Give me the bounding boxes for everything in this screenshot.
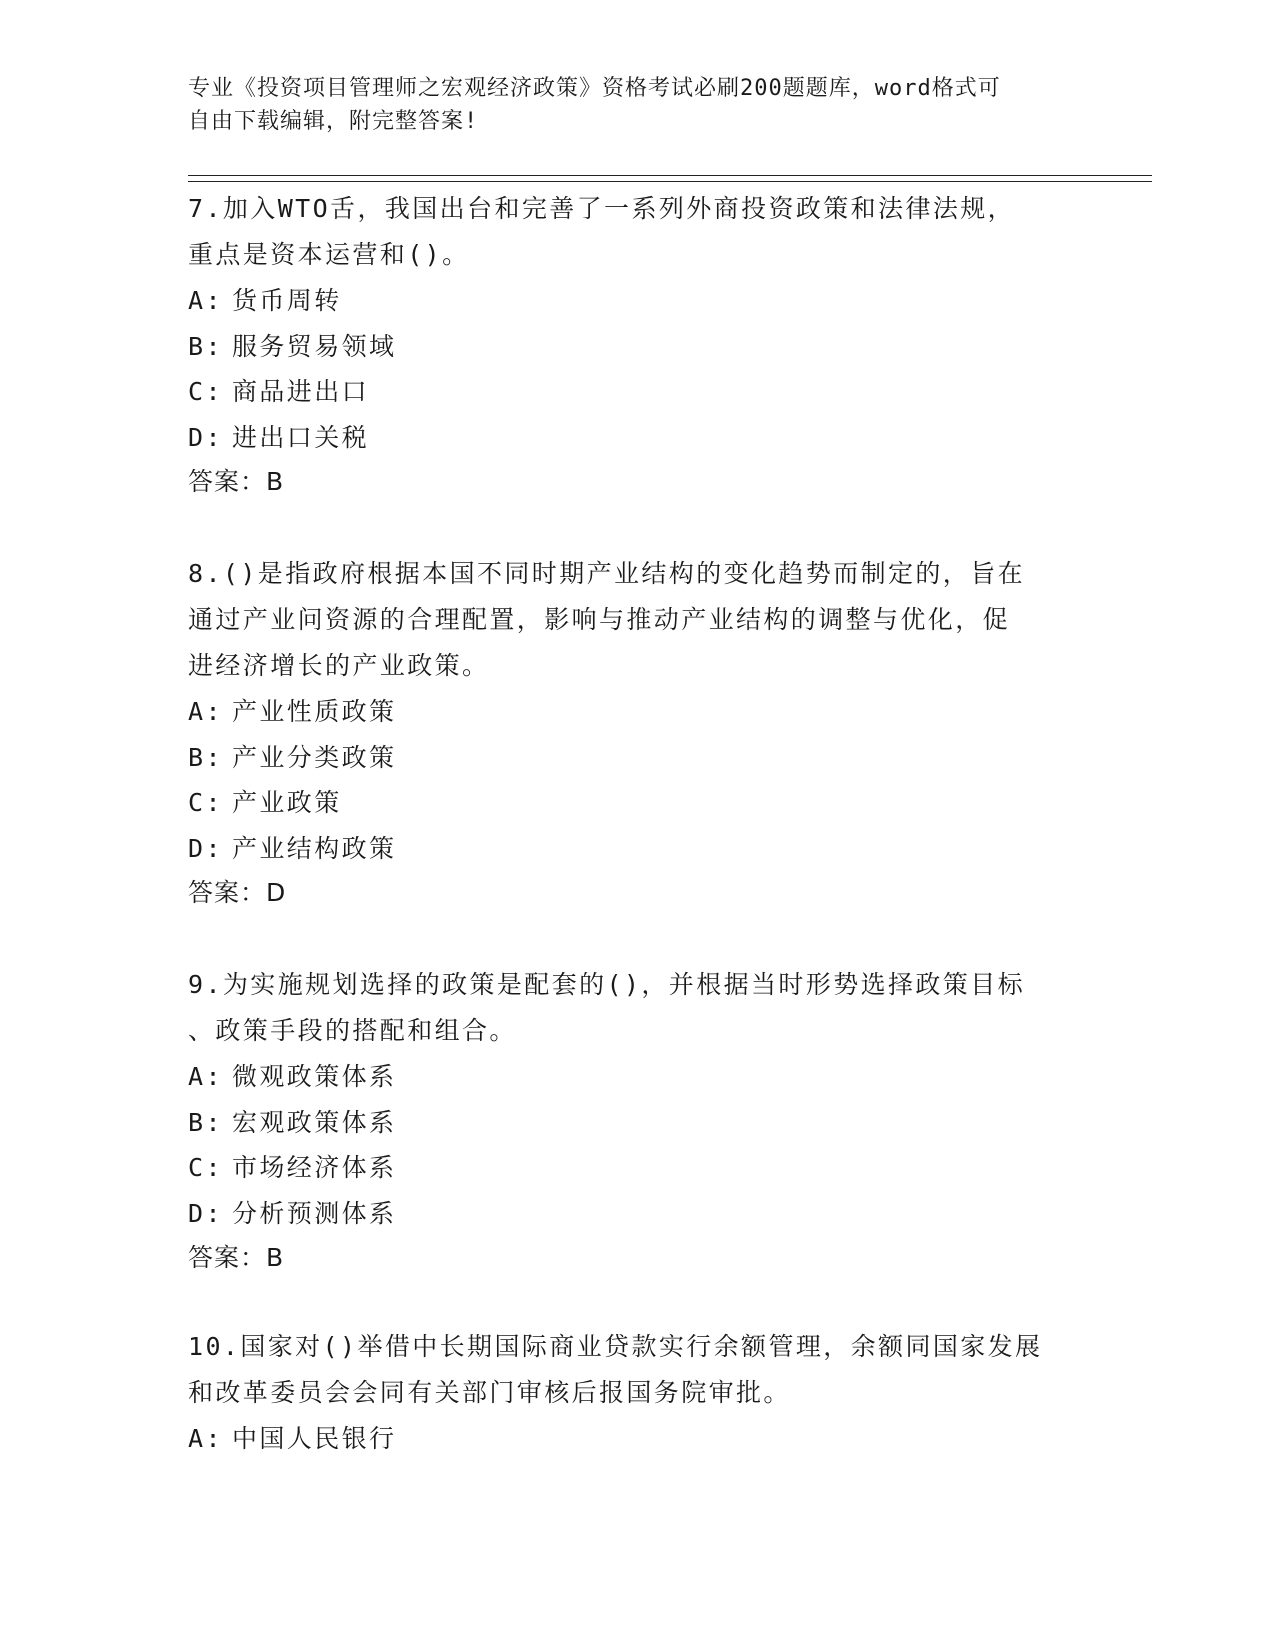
- question-8: [188, 551, 1088, 915]
- question-stem-line: 10.国家对()举借中长期国际商业贷款实行余额管理，余额同国家发展: [188, 1332, 1043, 1361]
- answer-line: 答案：B: [188, 1243, 285, 1272]
- answer-line: 答案：D: [188, 878, 287, 907]
- option-text: 分析预测体系: [232, 1198, 397, 1228]
- option-letter: B:: [188, 742, 223, 772]
- option-a: [188, 689, 1088, 735]
- question-stem-line: 9.为实施规划选择的政策是配套的()，并根据当时形势选择政策目标: [188, 970, 1026, 999]
- option-letter: A:: [188, 1424, 223, 1453]
- option-letter: D:: [188, 1198, 223, 1228]
- question-7: [188, 186, 1088, 504]
- option-letter: B:: [188, 1107, 223, 1137]
- question-stem-line: 进经济增长的产业政策。: [188, 651, 490, 680]
- header-divider-bottom: [188, 181, 1152, 182]
- option-text: 宏观政策体系: [232, 1107, 397, 1137]
- question-stem-line: 8.()是指政府根据本国不同时期产业结构的变化趋势而制定的，旨在: [188, 559, 1026, 588]
- option-letter: D:: [188, 422, 223, 452]
- option-b: [188, 1100, 1088, 1146]
- answer-line: 答案：B: [188, 467, 285, 496]
- option-letter: A:: [188, 697, 223, 726]
- option-text: 进出口关税: [232, 422, 370, 452]
- option-d: [188, 415, 1088, 461]
- option-letter: A:: [188, 286, 223, 315]
- option-c: [188, 780, 1088, 826]
- option-a: [188, 1054, 1088, 1100]
- option-c: [188, 369, 1088, 415]
- question-10: [188, 1324, 1088, 1462]
- option-a: [188, 1416, 1088, 1462]
- option-letter: B:: [188, 331, 223, 361]
- option-text: 中国人民银行: [232, 1424, 397, 1453]
- option-letter: D:: [188, 833, 223, 863]
- option-text: 产业分类政策: [232, 742, 397, 772]
- option-b: [188, 324, 1088, 370]
- option-text: 产业性质政策: [232, 697, 397, 726]
- option-letter: C:: [188, 1153, 223, 1182]
- option-c: [188, 1145, 1088, 1191]
- option-text: 微观政策体系: [232, 1062, 397, 1091]
- header-line-1: 专业《投资项目管理师之宏观经济政策》资格考试必刷200题题库，word格式可: [188, 76, 1001, 101]
- option-text: 货币周转: [232, 286, 342, 315]
- option-text: 产业结构政策: [232, 833, 397, 863]
- option-letter: C:: [188, 788, 223, 817]
- option-text: 市场经济体系: [232, 1153, 397, 1182]
- option-text: 产业政策: [232, 788, 342, 817]
- header-line-2: 自由下载编辑，附完整答案!: [188, 109, 479, 134]
- header-divider-top: [188, 175, 1152, 176]
- question-stem-line: 和改革委员会会同有关部门审核后报国务院审批。: [188, 1378, 791, 1407]
- question-stem-line: 7.加入WTO舌，我国出台和完善了一系列外商投资政策和法律法规，: [188, 194, 1016, 223]
- document-header: [188, 72, 1068, 138]
- option-text: 商品进出口: [232, 377, 370, 406]
- option-text: 服务贸易领域: [232, 331, 397, 361]
- option-a: [188, 278, 1088, 324]
- option-d: [188, 826, 1088, 872]
- option-letter: C:: [188, 377, 223, 406]
- question-stem-line: 重点是资本运营和()。: [188, 240, 470, 269]
- question-stem-line: 、政策手段的搭配和组合。: [188, 1016, 517, 1045]
- option-d: [188, 1191, 1088, 1237]
- option-letter: A:: [188, 1062, 223, 1091]
- option-b: [188, 735, 1088, 781]
- question-stem-line: 通过产业问资源的合理配置，影响与推动产业结构的调整与优化，促: [188, 605, 1011, 634]
- question-9: [188, 962, 1088, 1280]
